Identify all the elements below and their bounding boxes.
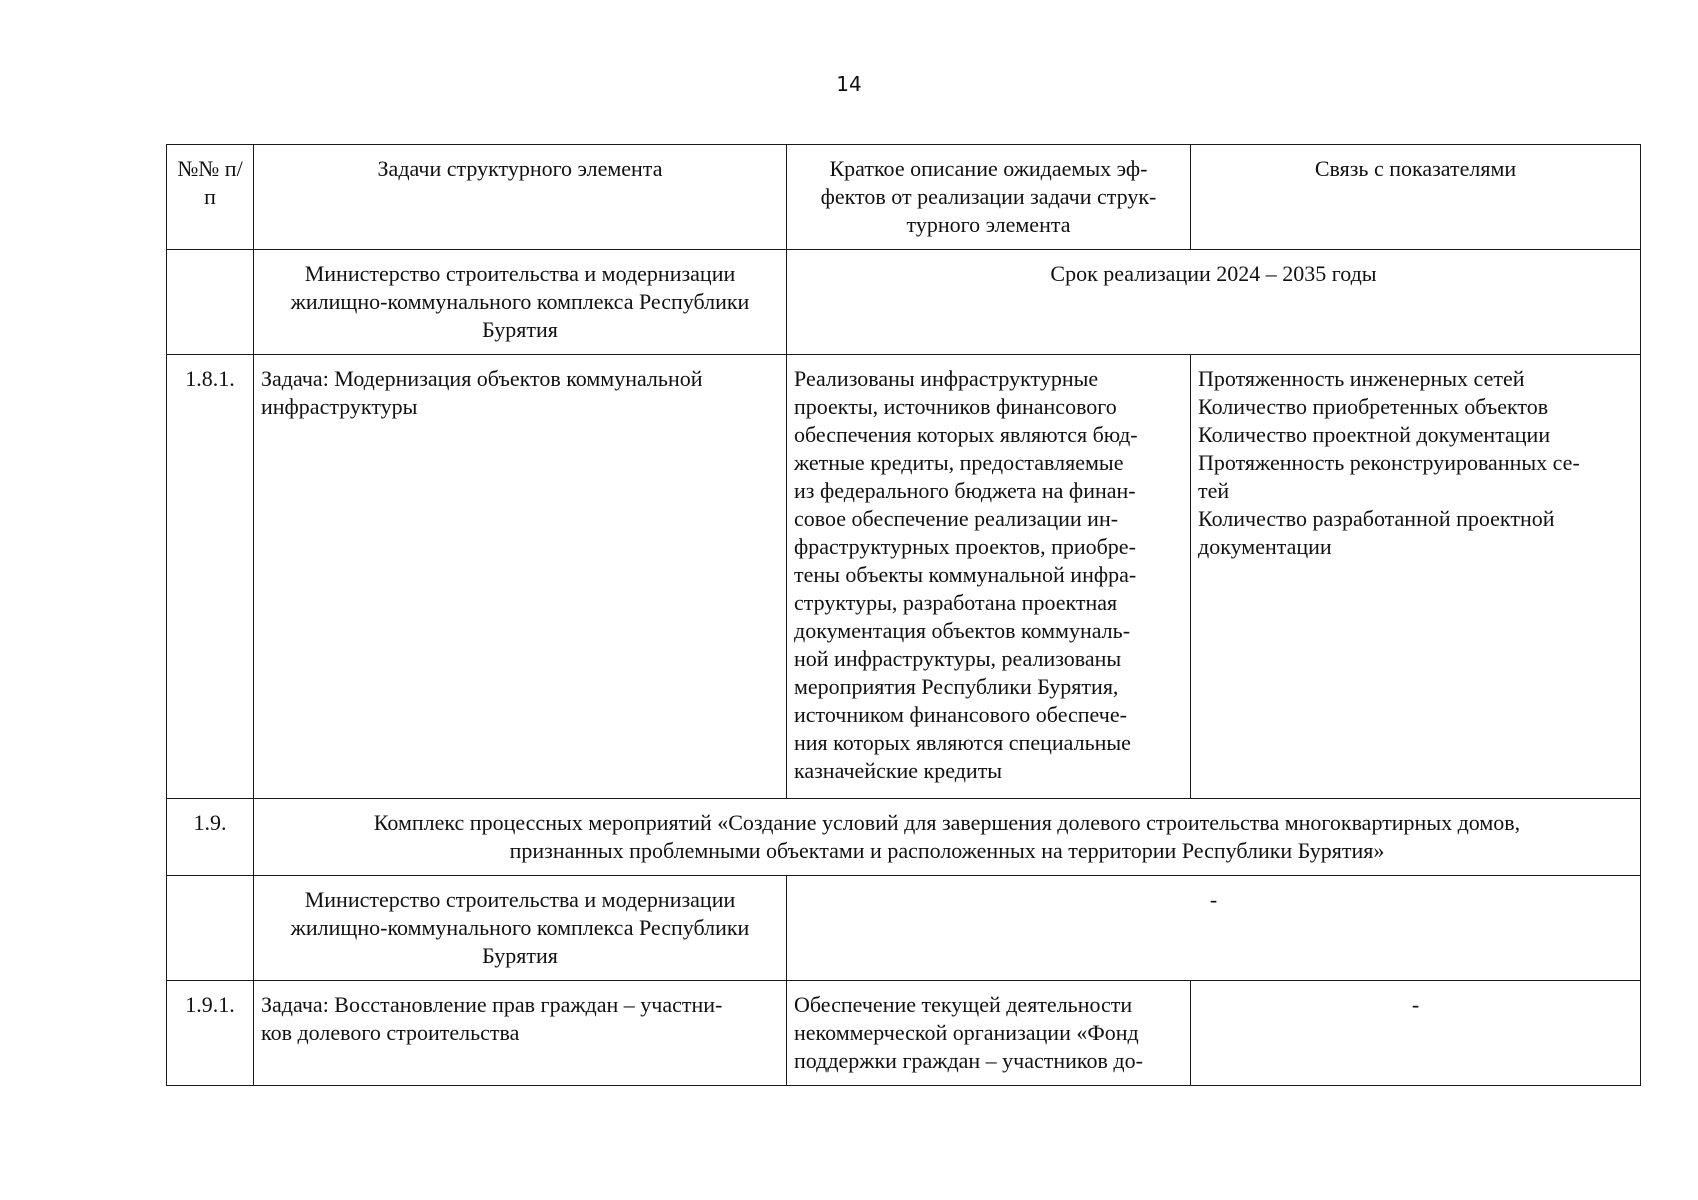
header-number-label: №№ п/п (177, 156, 243, 209)
ministry-line: Бурятия (482, 317, 558, 342)
indicator-line: - (1411, 992, 1420, 1017)
task-cell (254, 355, 787, 799)
header-effects-line: фектов от реализации задачи струк- (820, 184, 1157, 209)
indicator-line: Количество проектной документации (1198, 422, 1551, 447)
row-number: 1.8.1. (185, 366, 235, 391)
effect-line: Реализованы инфраструктурные (794, 366, 1099, 391)
indicators-cell (1191, 355, 1641, 799)
header-effects (787, 145, 1191, 250)
table-row (167, 876, 1641, 981)
indicator-line: Протяженность реконструированных се- (1198, 450, 1580, 475)
indicator-line: Протяженность инженерных сетей (1198, 366, 1525, 391)
complex-title-line: Комплекс процессных мероприятий «Создание условий для завершения долевого строительства многоквартирных домов, (373, 810, 1521, 835)
effect-line: фраструктурных проектов, приобре- (794, 534, 1136, 559)
header-tasks-label: Задачи структурного элемента (377, 156, 663, 181)
effect-line: поддержки граждан – участников до- (794, 1048, 1143, 1073)
header-indicators (1191, 145, 1641, 250)
ministry-line: Бурятия (482, 943, 558, 968)
task-line: ков долевого строительства (261, 1020, 520, 1045)
row-number: 1.9. (193, 810, 227, 835)
implementation-period-cell (787, 876, 1641, 981)
ministry-line: жилищно-коммунального комплекса Республики (290, 289, 750, 314)
effect-line: ния которых являются специальные (794, 730, 1131, 755)
effect-line: ной инфраструктуры, реализованы (794, 646, 1122, 671)
effect-line: некоммерческой организации «Фонд (794, 1020, 1139, 1045)
row-number-cell (167, 799, 254, 876)
responsible-ministry-cell (254, 876, 787, 981)
header-effects-line: турного элемента (906, 212, 1071, 237)
effect-line: обеспечения которых являются бюд- (794, 422, 1138, 447)
ministry-line: Министерство строительства и модернизации (304, 261, 736, 286)
implementation-period: Срок реализации 2024 – 2035 годы (1050, 261, 1377, 286)
complex-title-line: признанных проблемными объектами и расположенных на территории Республики Бурятия» (509, 838, 1385, 863)
task-cell (254, 981, 787, 1086)
table-header-row (167, 145, 1641, 250)
effect-line: жетные кредиты, предоставляемые (794, 450, 1124, 475)
effect-line: из федерального бюджета на финан- (794, 478, 1136, 503)
implementation-period-cell (787, 250, 1641, 355)
table-row (167, 799, 1641, 876)
ministry-line: Министерство строительства и модернизации (304, 887, 736, 912)
effect-line: Обеспечение текущей деятельности (794, 992, 1133, 1017)
effect-line: казначейские кредиты (794, 758, 1003, 783)
header-number (167, 145, 254, 250)
effect-line: структуры, разработана проектная (794, 590, 1118, 615)
indicators-cell (1191, 981, 1641, 1086)
task-line: инфраструктуры (261, 394, 418, 419)
empty-number-cell (167, 876, 254, 981)
process-complex-title-cell (254, 799, 1641, 876)
task-line: Задача: Модернизация объектов коммунальной (261, 366, 703, 391)
implementation-period: - (1209, 887, 1218, 912)
table-row (167, 355, 1641, 799)
effect-cell (787, 355, 1191, 799)
indicator-line: документации (1198, 534, 1332, 559)
indicator-line: Количество приобретенных объектов (1198, 394, 1549, 419)
empty-number-cell (167, 250, 254, 355)
effect-line: тены объекты коммунальной инфра- (794, 562, 1137, 587)
responsible-ministry-cell (254, 250, 787, 355)
effect-line: документация объектов коммуналь- (794, 618, 1131, 643)
row-number: 1.9.1. (185, 992, 235, 1017)
effect-line: источником финансового обеспече- (794, 702, 1127, 727)
effect-line: мероприятия Республики Бурятия, (794, 674, 1119, 699)
indicator-line: тей (1198, 478, 1230, 503)
effect-line: проекты, источников финансового (794, 394, 1117, 419)
header-tasks (254, 145, 787, 250)
task-line: Задача: Восстановление прав граждан – участни- (261, 992, 723, 1017)
table-row (167, 250, 1641, 355)
row-number-cell (167, 981, 254, 1086)
indicator-line: Количество разработанной проектной (1198, 506, 1555, 531)
page-number: 14 (836, 72, 862, 96)
ministry-line: жилищно-коммунального комплекса Республики (290, 915, 750, 940)
effect-line: совое обеспечение реализации ин- (794, 506, 1119, 531)
header-effects-line: Краткое описание ожидаемых эф- (829, 156, 1148, 181)
row-number-cell (167, 355, 254, 799)
structural-elements-table (166, 144, 1641, 1086)
table-row (167, 981, 1641, 1086)
effect-cell (787, 981, 1191, 1086)
header-indicators-label: Связь с показателями (1314, 156, 1517, 181)
